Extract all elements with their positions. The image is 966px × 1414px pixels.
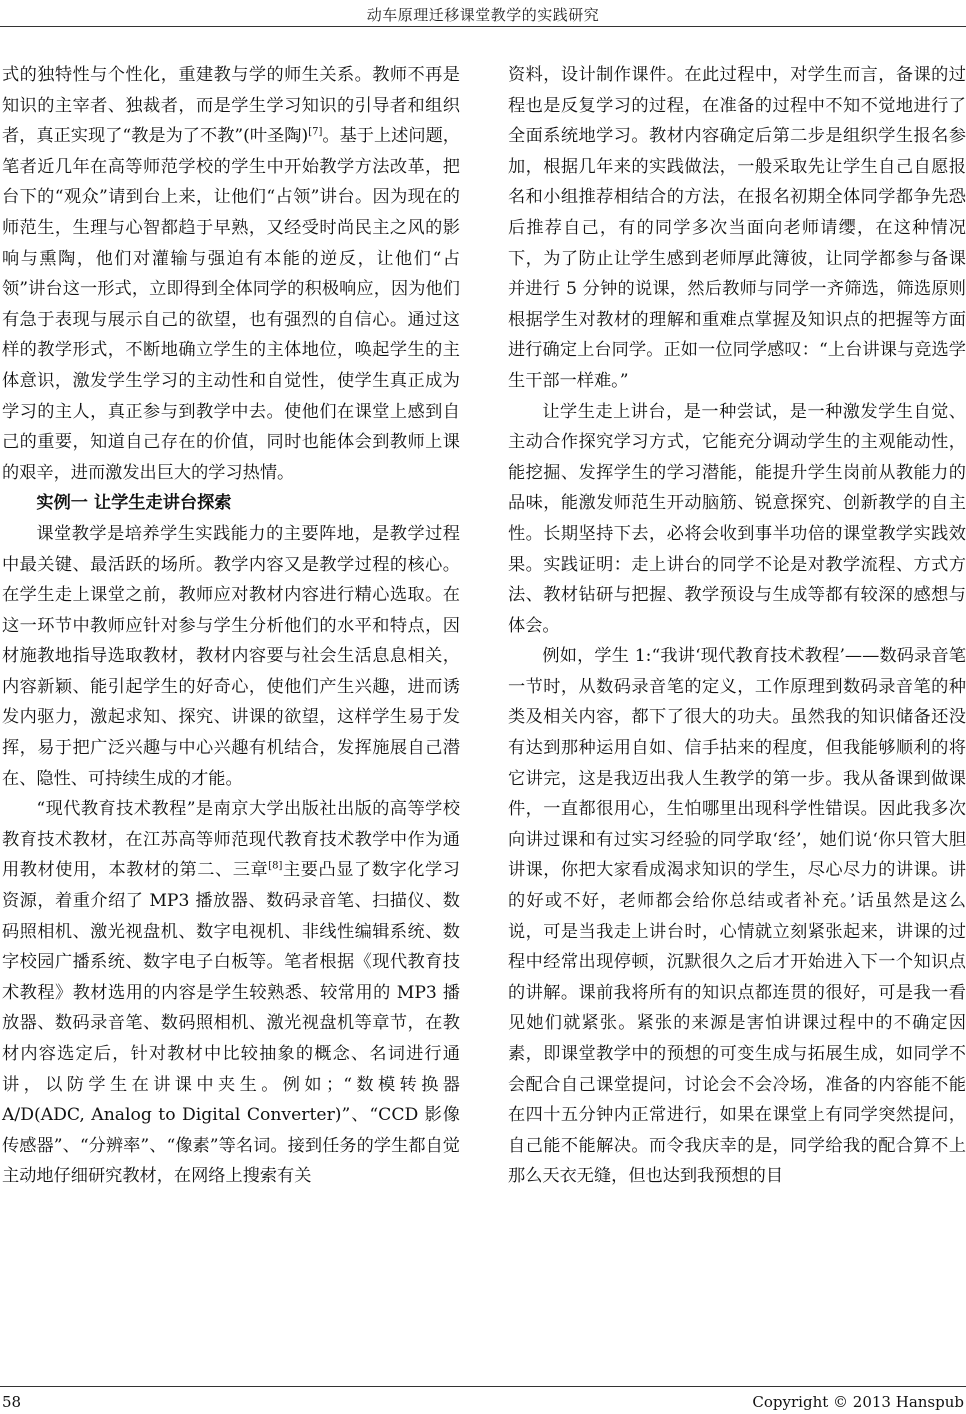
paragraph-right-3: 例如，学生 1:“我讲‘现代教育技术教程’——数码录音笔一节时，从数码录音笔的定义，工作原理到数码录音笔的种类及相关内容，都下了很大的功夫。虽然我的知识储备还没有达到那种运用自如、信手拈来的程度，但我能够顺利的将它讲完，这是我迈出我人生教学的第一步。我从备课到做课件，一直都很用心，生怕哪里出现科学性错误。因此我多次向讲过课和有过实习经验的同学取‘经’，她们说‘你只管大胆讲课，你把大家看成渴求知识的学生，尽心尽力的讲课。讲的好或不好，老师都会给你总结或者补充。’话虽然是这么说，可是当我走上讲台时，心情就立刻紧张起来，讲课的过程中经常出现停顿，沉默很久之后才开始进入下一个知识点的讲解。课前我将所有的知识点都连贯的很好，可是我一看见她们就紧张。紧张的来源是害怕讲课过程中的不确定因素，即课堂教学中的预想的可变生成与拓展生成，如同学不会配合自己课堂提问，讨论会不会冷场，准备的内容能不能在四十五分钟内正常进行，如果在课堂上有同学突然提问，自己能不能解决。而令我庆幸的是，同学给我的配合算不上那么天衣无缝，但也达到我预想的目 (508, 646, 966, 1187)
paragraph-left-1 (2, 60, 460, 488)
footer-rule (0, 1386, 966, 1387)
paragraph-right-1: 资料，设计制作课件。在此过程中，对学生而言，备课的过程也是反复学习的过程，在准备的过程中不知不觉地进行了全面系统地学习。教材内容确定后第二步是组织学生报名参加，根据几年来的实践做法，一般采取先让学生自己自愿报名和小组推荐相结合的方法，在报名初期全体同学都争先恐后推荐自己，有的同学多次当面向老师请缨，在这种情况下，为了防止让学生感到老师厚此簿彼，让同学都参与备课并进行 5 分钟的说课，然后教师与同学一齐筛选，筛选原则根据学生对教材的理解和重难点掌握及知识点的把握等方面进行确定上台同学。正如一位同学感叹：“上台讲课与竞选学生干部一样难。” (508, 65, 966, 391)
copyright-notice: Copyright © 2013 Hanspub (752, 1393, 964, 1411)
left-column (2, 60, 460, 1192)
paragraph-text: “现代教育技术教程”是南京大学出版社出版的高等学校教育技术教材，在江苏高等师范现代教育技术教学中作为通用教材使用，本教材的第二、三章 (2, 799, 460, 881)
running-title: 动车原理迁移课堂教学的实践研究 (366, 6, 600, 24)
paragraph-text: 式的独特性与个性化，重建教与学的师生关系。教师不再是知识的主宰者、独裁者，而是学生学习知识的引导者和组织者，真正实现了“教是为了不教”(叶圣陶) (2, 65, 460, 147)
paragraph-left-2: 课堂教学是培养学生实践能力的主要阵地，是教学过程中最关键、最活跃的场所。教学内容又是教学过程的核心。在学生走上课堂之前，教师应对教材内容进行精心选取。在这一环节中教师应针对参与学生分析他们的水平和特点，因材施教地指导选取教材，教材内容要与社会生活息息相关，内容新颖、能引起学生的好奇心，使他们产生兴趣，进而诱发内驱力，激起求知、探究、讲课的欲望，这样学生易于发挥，易于把广泛兴趣与中心兴趣有机结合，发挥施展自己潜在、隐性、可持续生成的才能。 (2, 523, 460, 789)
section-heading: 实例一 让学生走讲台探索 (36, 493, 232, 514)
right-column (508, 60, 966, 1192)
paragraph-right-2: 让学生走上讲台，是一种尝试，是一种激发学生自觉、主动合作探究学习方式，它能充分调动学生的主观能动性，能挖掘、发挥学生的学习潜能，能提升学生岗前从教能力的品味，能激发师范生开动脑筋、锐意探究、创新教学的自主性。长期坚持下去，必将会收到事半功倍的课堂教学实践效果。实践证明：走上讲台的同学不论是对教学流程、方式方法、教材钻研与把握、教学预设与生成等都有较深的感想与体会。 (508, 401, 966, 636)
citation-ref-8: [8] (268, 860, 283, 872)
citation-ref-7: [7] (308, 126, 323, 138)
paragraph-text: 。基于上述问题，笔者近几年在高等师范学校的学生中开始教学方法改革，把台下的“观众”请到台上来，让他们“占领”讲台。因为现在的师范生，生理与心智都趋于早熟，又经受时尚民主之风的影响与熏陶，他们对灌输与强迫有本能的逆反，让他们“占领”讲台这一形式，立即得到全体同学的积极响应，因为他们有急于表现与展示自己的欲望，也有强烈的自信心。通过这样的教学形式，不断地确立学生的主体地位，唤起学生的主体意识，激发学生学习的主动性和自觉性，使学生真正成为学习的主人，真正参与到教学中去。使他们在课堂上感到自己的重要，知道自己存在的价值，同时也能体会到教师上课的艰辛，进而激发出巨大的学习热情。 (2, 126, 460, 483)
page-number: 58 (2, 1393, 22, 1411)
paragraph-left-3 (2, 794, 460, 1192)
header-rule (0, 26, 966, 27)
paragraph-text: 主要凸显了数字化学习资源，着重介绍了 MP3 播放器、数码录音笔、扫描仪、数码照相机、激光视盘机、数字电视机、非线性编辑系统、数字校园广播系统、数字电子白板等。笔者根据《现代教育技术教程》教材选用的内容是学生较熟悉、较常用的 MP3 播放器、数码录音笔、数码照相机、激光视盘机等章节，在教材内容选定后，针对教材中比较抽象的概念、名词进行通讲，以防学生在讲课中夹生。例如；“数模转换器 A/D(ADC, Analog to Digital Converter)”、“CCD 影像传感器”、“分辨率”、“像素”等名词。接到任务的学生都自觉主动地仔细研究教材，在网络上搜索有关 (2, 860, 460, 1187)
